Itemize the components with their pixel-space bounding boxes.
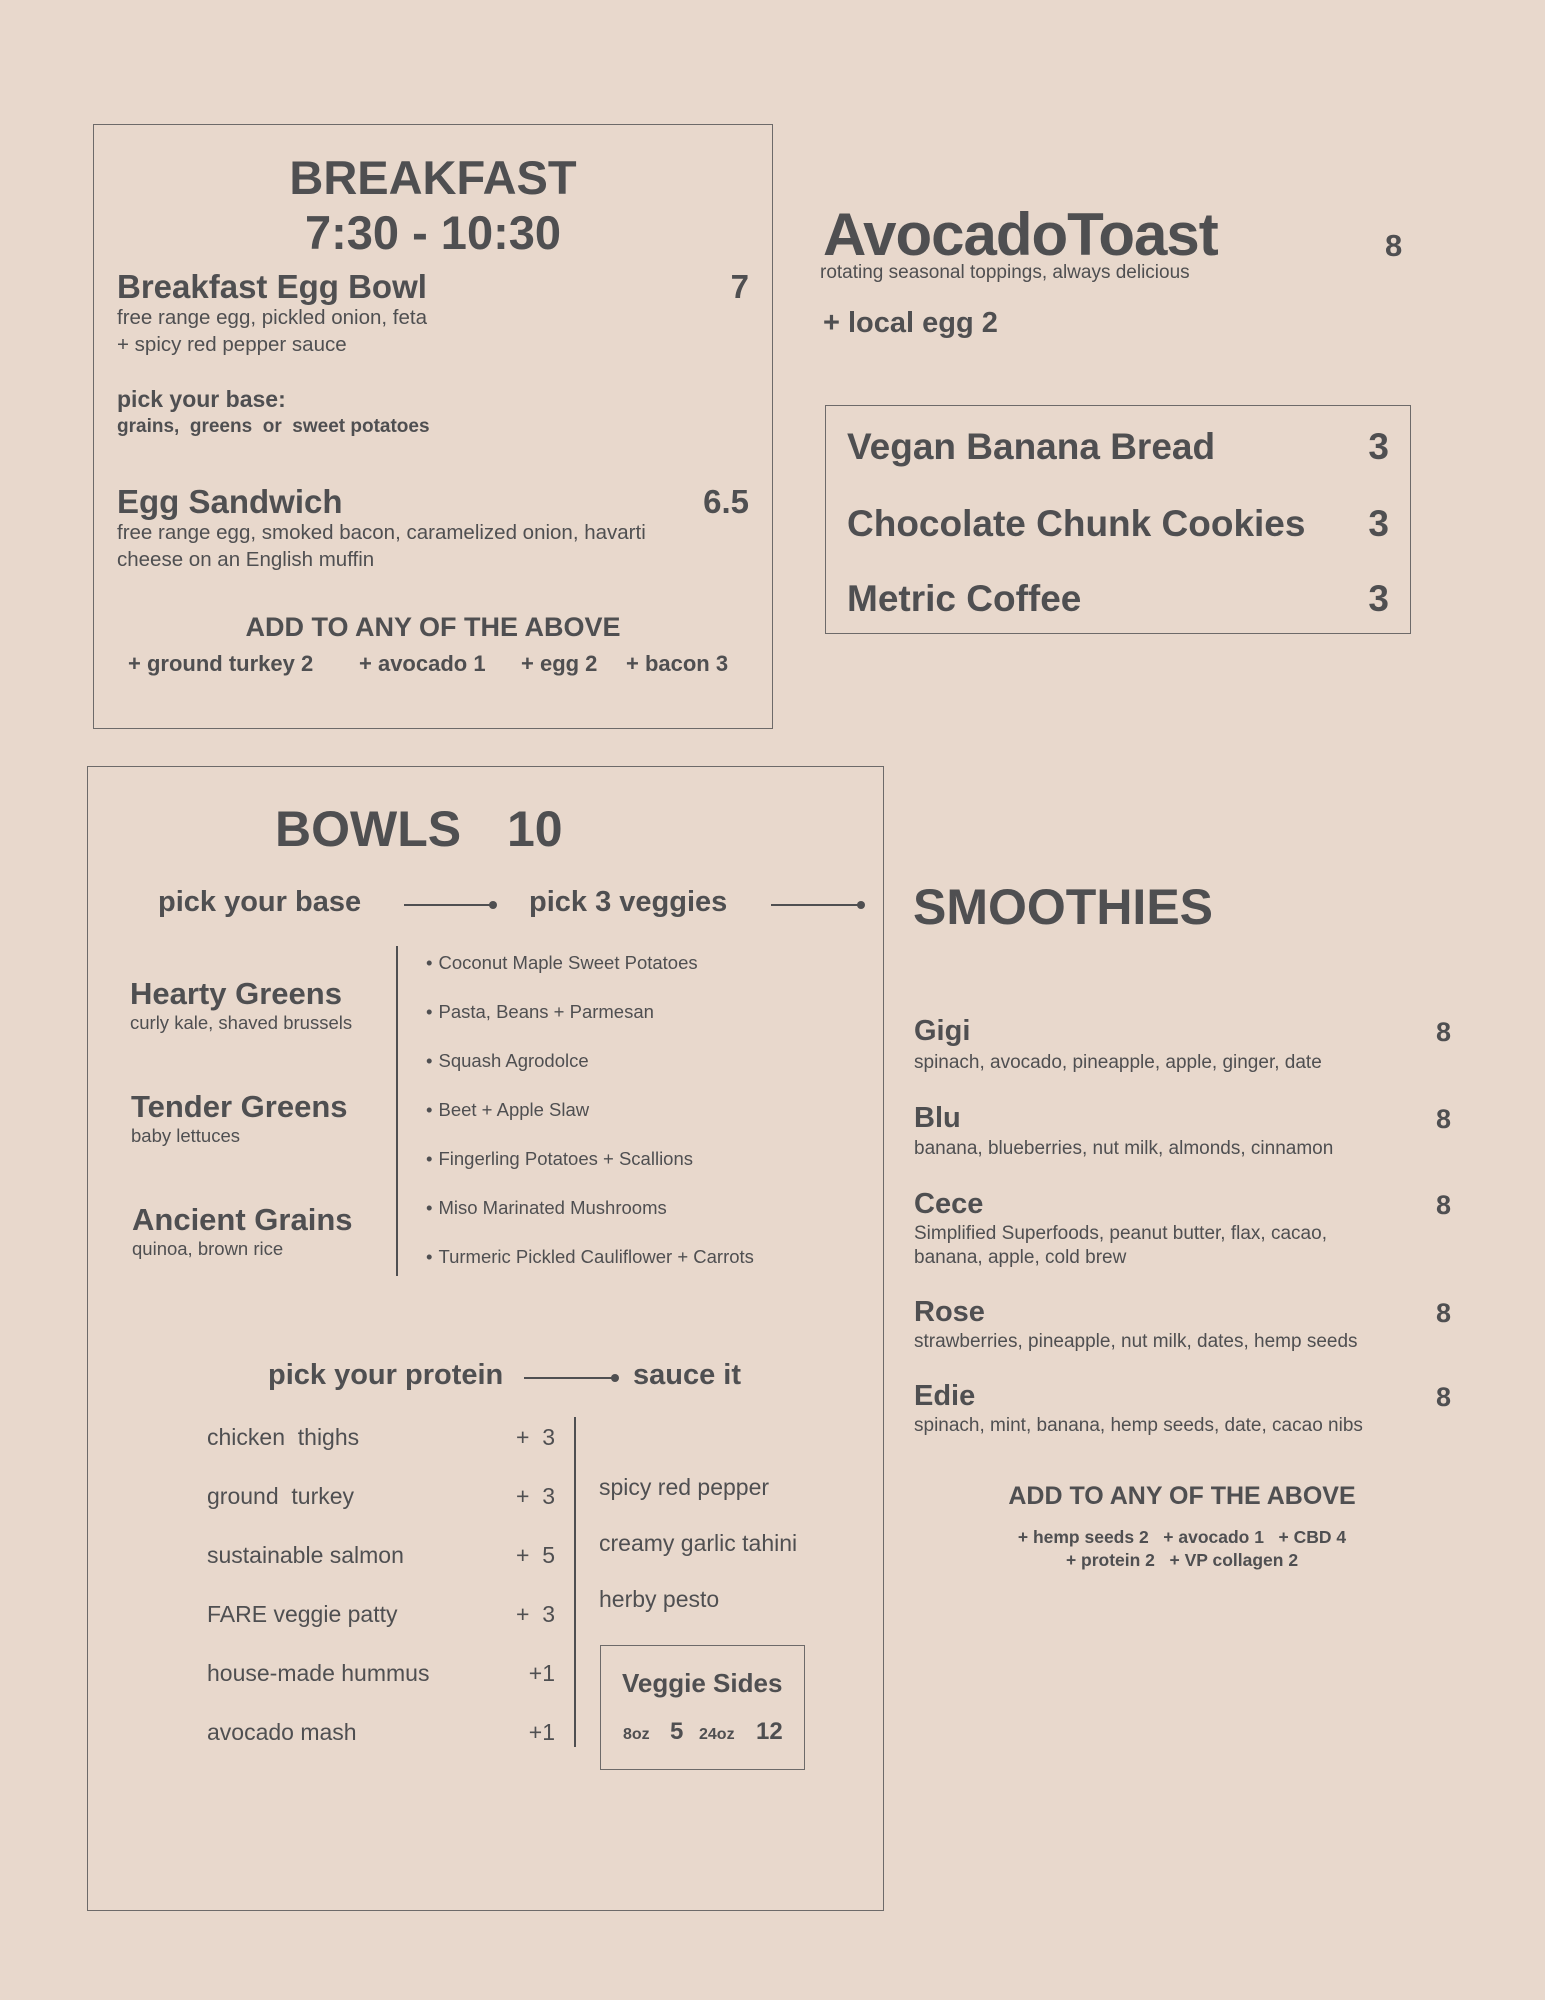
breakfast-hours: 7:30 - 10:30 [304, 206, 562, 259]
base-name: Hearty Greens [130, 976, 342, 1011]
base-desc: quinoa, brown rice [132, 1238, 284, 1259]
veggie-item: • Beet + Apple Slaw [426, 1099, 589, 1121]
breakfast-addons-title: ADD TO ANY OF THE ABOVE [245, 612, 621, 642]
smoothie-price: 8 [1435, 1298, 1451, 1328]
veggie-sides-box [600, 1645, 805, 1770]
egg-bowl-base-label: pick your base: [117, 386, 286, 412]
egg-bowl-price: 7 [730, 268, 749, 305]
smoothie-desc: spinach, avocado, pineapple, apple, ginger, date [914, 1052, 1322, 1073]
breakfast-title: BREAKFAST [289, 151, 577, 204]
smoothie-name: Edie [914, 1380, 976, 1412]
protein-price: + 3 [515, 1424, 555, 1450]
protein-price: + 3 [515, 1601, 555, 1627]
veggie-item: • Coconut Maple Sweet Potatoes [426, 952, 698, 974]
bowls-price: 10 [507, 801, 563, 857]
base-desc: baby lettuces [131, 1125, 241, 1146]
extra-item-name: Chocolate Chunk Cookies [847, 503, 1306, 544]
avocado-toast-price: 8 [1385, 228, 1403, 263]
smoothie-desc: spinach, mint, banana, hemp seeds, date, cacao nibs [914, 1415, 1363, 1436]
smoothie-name: Rose [914, 1296, 985, 1328]
extra-item-price: 3 [1368, 578, 1389, 619]
step-pick-base: pick your base [158, 886, 362, 918]
egg-sandwich-name: Egg Sandwich [117, 483, 343, 520]
breakfast-addon: + egg 2 [521, 651, 598, 676]
step-pick-protein: pick your protein [268, 1359, 504, 1391]
smoothies-addons-title: ADD TO ANY OF THE ABOVE [1008, 1482, 1356, 1510]
smoothie-price: 8 [1435, 1104, 1451, 1134]
veggie-sides-title: Veggie Sides [622, 1668, 783, 1698]
divider-vertical [574, 1417, 576, 1747]
protein-name: FARE veggie patty [207, 1601, 398, 1627]
egg-bowl-desc-1: free range egg, pickled onion, feta [117, 306, 427, 329]
egg-sandwich-desc-2: cheese on an English muffin [117, 548, 375, 571]
arrow-connector [404, 904, 494, 906]
smoothie-price: 8 [1435, 1382, 1451, 1412]
protein-name: house-made hummus [207, 1660, 430, 1686]
avocado-toast-name: AvocadoToast [823, 201, 1218, 268]
breakfast-addon: + ground turkey 2 [128, 651, 314, 676]
step-pick-veggies: pick 3 veggies [529, 886, 728, 918]
veggie-item: • Fingerling Potatoes + Scallions [426, 1148, 693, 1170]
veggie-sides-price: 5 [670, 1718, 684, 1745]
smoothies-addons-line: + hemp seeds 2 + avocado 1 + CBD 4 [1017, 1527, 1347, 1547]
breakfast-addon: + bacon 3 [626, 651, 729, 676]
protein-price: + 5 [515, 1542, 555, 1568]
veggie-sides-size: 8oz [623, 1726, 650, 1743]
sauce-item: herby pesto [599, 1586, 720, 1612]
smoothie-desc: strawberries, pineapple, nut milk, dates, hemp seeds [914, 1331, 1358, 1352]
protein-name: ground turkey [207, 1483, 355, 1509]
protein-name: sustainable salmon [207, 1542, 404, 1568]
smoothie-name: Cece [914, 1188, 984, 1220]
veggie-item: • Pasta, Beans + Parmesan [426, 1001, 654, 1023]
extra-item-name: Metric Coffee [847, 578, 1082, 619]
breakfast-addon: + avocado 1 [359, 651, 486, 676]
extra-item-price: 3 [1368, 503, 1389, 544]
sauce-item: spicy red pepper [599, 1474, 770, 1500]
egg-bowl-name: Breakfast Egg Bowl [117, 268, 427, 305]
arrow-connector [771, 904, 862, 906]
veggie-item: • Squash Agrodolce [426, 1050, 589, 1072]
smoothies-addons-line: + protein 2 + VP collagen 2 [1065, 1550, 1299, 1570]
protein-price: +1 [528, 1719, 555, 1745]
smoothie-desc: banana, blueberries, nut milk, almonds, cinnamon [914, 1138, 1334, 1159]
smoothie-price: 8 [1435, 1017, 1451, 1047]
extra-item-price: 3 [1368, 426, 1389, 467]
base-name: Tender Greens [131, 1089, 348, 1124]
protein-price: +1 [528, 1660, 555, 1686]
smoothies-title: SMOOTHIES [913, 879, 1214, 935]
arrow-connector [524, 1377, 616, 1379]
veggie-item: • Miso Marinated Mushrooms [426, 1197, 667, 1219]
base-name: Ancient Grains [132, 1202, 353, 1237]
bowls-title: BOWLS [275, 801, 462, 857]
egg-sandwich-desc-1: free range egg, smoked bacon, caramelized onion, havarti [117, 521, 646, 544]
smoothie-name: Blu [914, 1102, 961, 1134]
smoothie-desc: Simplified Superfoods, peanut butter, flax, cacao, banana, apple, cold brew [914, 1223, 1327, 1268]
veggie-sides-price: 12 [756, 1718, 783, 1745]
veggie-item: • Turmeric Pickled Cauliflower + Carrots [426, 1246, 754, 1268]
divider-vertical [396, 946, 398, 1276]
step-sauce-it: sauce it [633, 1359, 741, 1391]
protein-name: avocado mash [207, 1719, 357, 1745]
egg-bowl-desc-2: + spicy red pepper sauce [117, 333, 347, 356]
egg-sandwich-price: 6.5 [703, 483, 749, 520]
smoothie-name: Gigi [914, 1015, 971, 1047]
protein-name: chicken thighs [207, 1424, 360, 1450]
extra-item-name: Vegan Banana Bread [847, 426, 1216, 467]
smoothie-price: 8 [1435, 1190, 1451, 1220]
avocado-toast-addon: + local egg 2 [823, 307, 998, 339]
base-desc: curly kale, shaved brussels [130, 1012, 353, 1033]
egg-bowl-base-options: grains, greens or sweet potatoes [117, 416, 430, 437]
veggie-sides-size: 24oz [699, 1726, 735, 1743]
sauce-item: creamy garlic tahini [599, 1530, 798, 1556]
avocado-toast-desc: rotating seasonal toppings, always delicious [820, 262, 1190, 283]
protein-price: + 3 [515, 1483, 555, 1509]
